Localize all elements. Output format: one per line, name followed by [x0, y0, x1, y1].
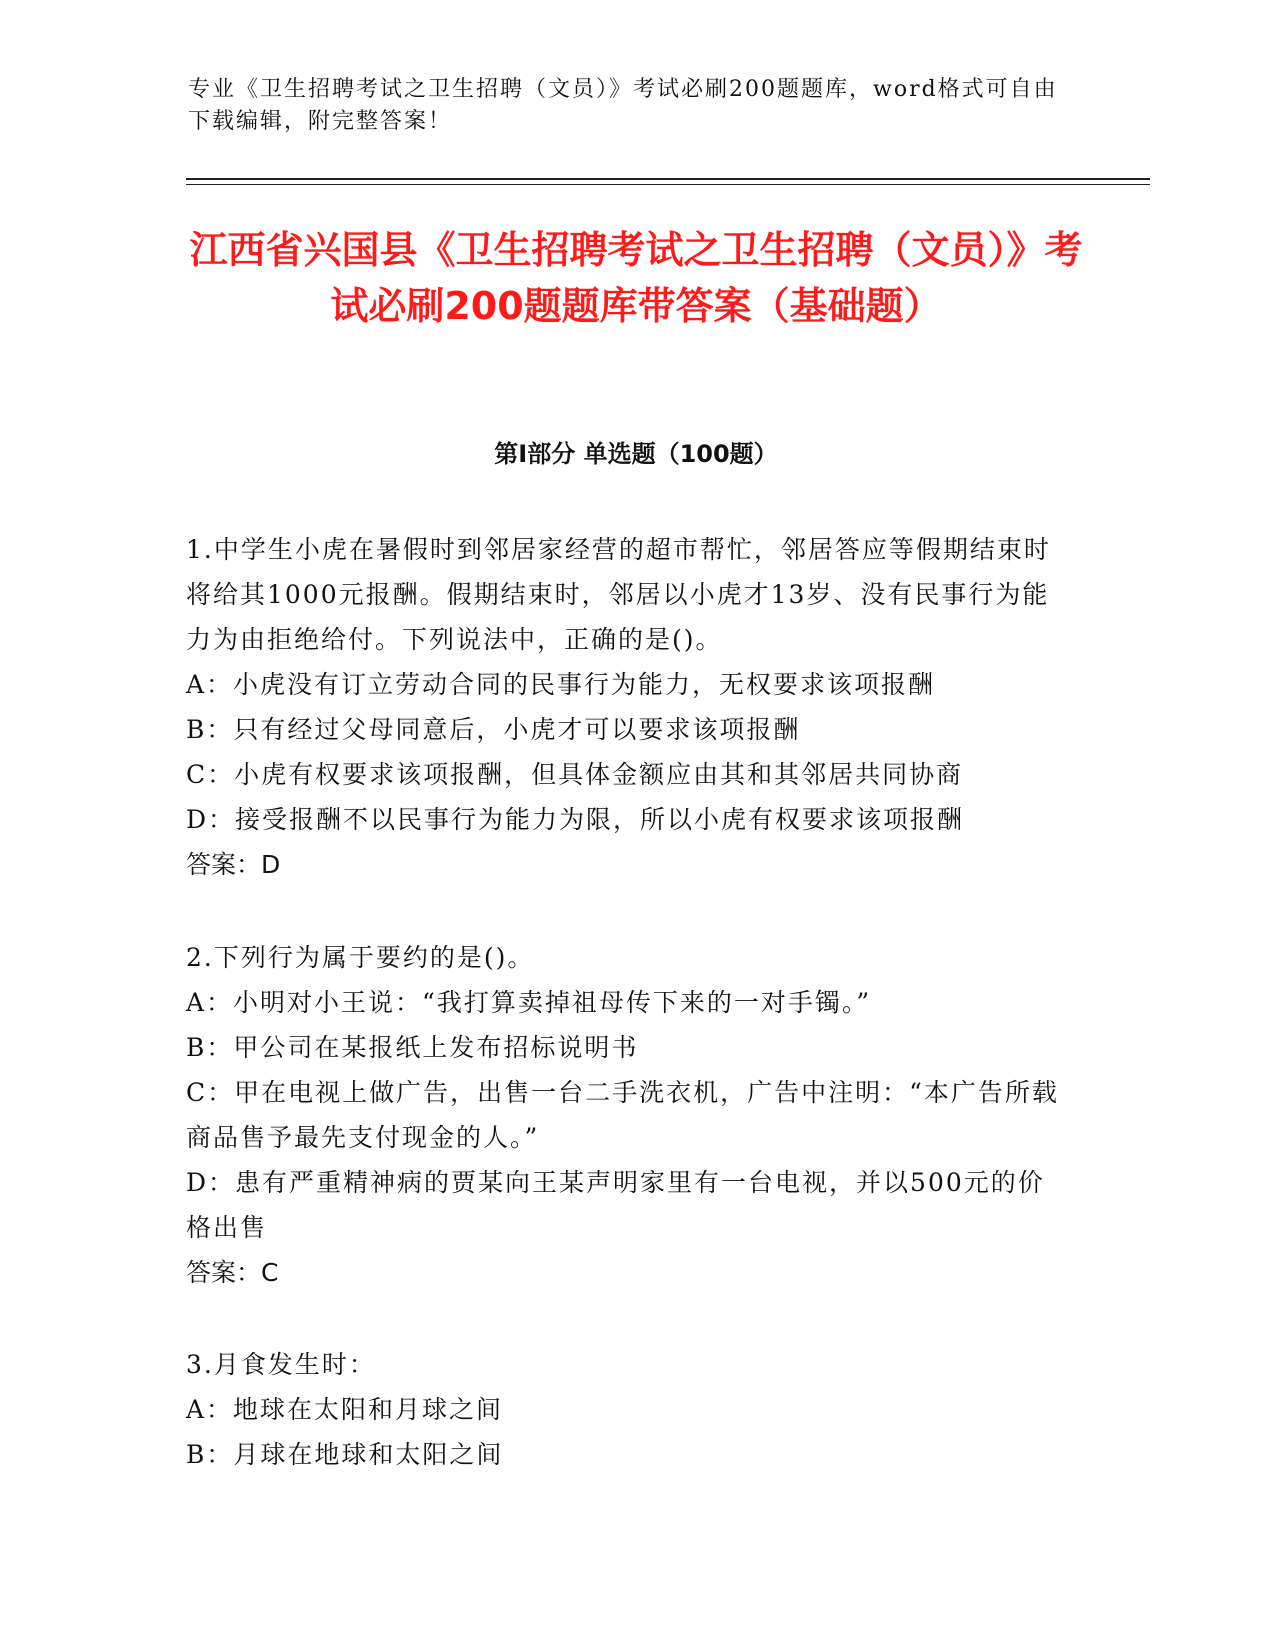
option-c: C：甲在电视上做广告，出售一台二手洗衣机，广告中注明：“本广告所载商品售予最先支付现金的人。”: [186, 1078, 1059, 1152]
question-1: [186, 527, 1071, 887]
question-stem: 2.下列行为属于要约的是()。: [186, 943, 535, 972]
question-2: [186, 935, 1071, 1295]
section-heading: 第I部分 单选题（100题）: [494, 440, 778, 468]
option-d: D：患有严重精神病的贾某向王某声明家里有一台电视，并以500元的价格出售: [186, 1168, 1045, 1242]
answer-line: 答案：D: [186, 850, 281, 879]
question-3: [186, 1342, 1071, 1477]
header-divider: [186, 178, 1150, 180]
option-a: A：地球在太阳和月球之间: [186, 1395, 504, 1424]
option-b: B：甲公司在某报纸上发布招标说明书: [186, 1033, 639, 1062]
answer-line: 答案：C: [186, 1258, 279, 1287]
option-c: C：小虎有权要求该项报酬，但具体金额应由其和其邻居共同协商: [186, 760, 964, 789]
option-d: D：接受报酬不以民事行为能力为限，所以小虎有权要求该项报酬: [186, 805, 965, 834]
option-a: A：小虎没有订立劳动合同的民事行为能力，无权要求该项报酬: [186, 670, 936, 699]
document-title: 江西省兴国县《卫生招聘考试之卫生招聘（文员）》考试必刷200题题库带答案（基础题）: [189, 228, 1083, 328]
option-b: B：月球在地球和太阳之间: [186, 1440, 504, 1469]
option-b: B：只有经过父母同意后，小虎才可以要求该项报酬: [186, 715, 801, 744]
header-divider-thin: [186, 184, 1150, 185]
option-a: A：小明对小王说：“我打算卖掉祖母传下来的一对手镯。”: [186, 988, 872, 1017]
question-stem: 1.中学生小虎在暑假时到邻居家经营的超市帮忙，邻居答应等假期结束时将给其1000元报酬。假期结束时，邻居以小虎才13岁、没有民事行为能力为由拒绝给付。下列说法中，正确的是()。: [186, 535, 1051, 654]
question-stem: 3.月食发生时：: [186, 1350, 376, 1379]
header-note: 专业《卫生招聘考试之卫生招聘（文员）》考试必刷200题题库，word格式可自由下载编辑，附完整答案！: [188, 77, 1058, 134]
